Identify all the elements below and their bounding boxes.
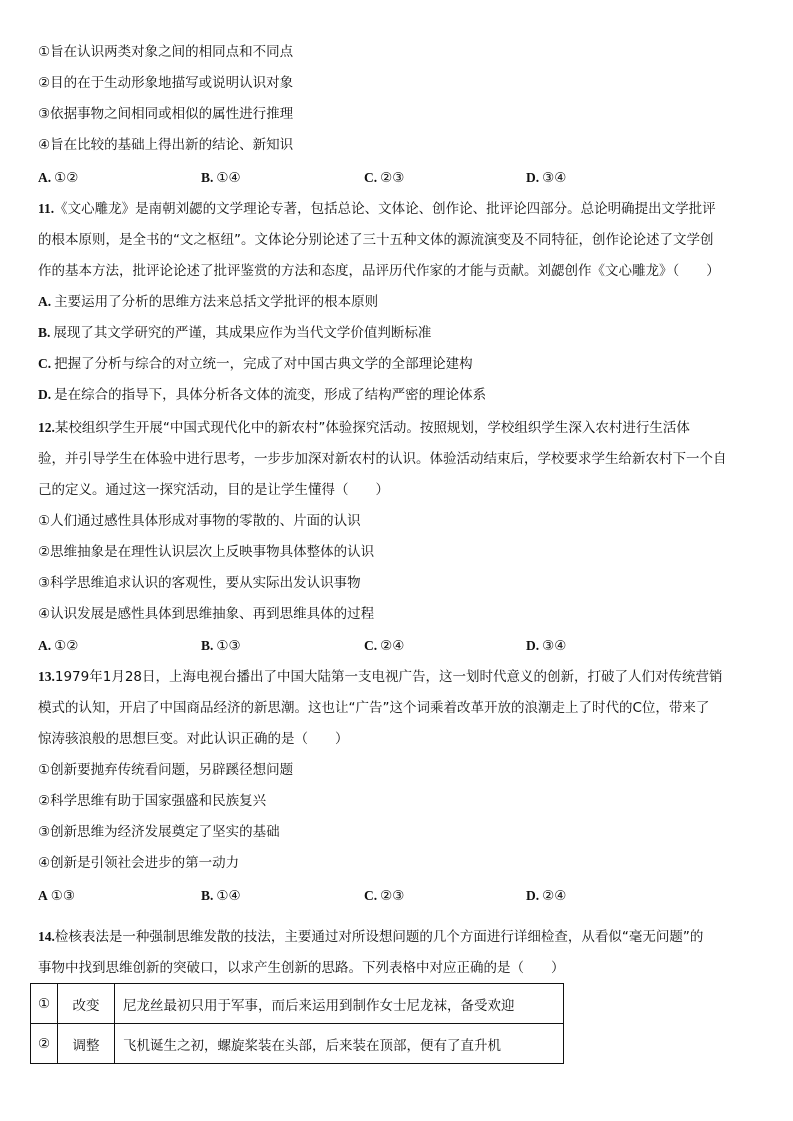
q12-stem-line-1: [38, 419, 690, 437]
option-letter: A.: [38, 638, 52, 653]
table-cell-example: 尼龙丝最初只用于军事，而后来运用到制作女士尼龙袜，备受欢迎: [115, 984, 564, 1024]
q12-statement-3: ③科学思维追求认识的客观性，要从实际出发认识事物: [38, 575, 361, 591]
q13-option-b[interactable]: [201, 887, 241, 905]
q13-option-c[interactable]: [364, 887, 404, 905]
option-text: ①③: [50, 888, 75, 904]
q10-statement-3: ③依据事物之间相同或相似的属性进行推理: [38, 106, 294, 122]
q11-number: 11.: [38, 201, 55, 216]
option-letter: B.: [38, 325, 51, 340]
q12-statement-2: ②思维抽象是在理性认识层次上反映事物具体整体的认识: [38, 544, 375, 560]
option-text: 展现了其文学研究的严谨，其成果应作为当代文学价值判断标准: [53, 325, 432, 341]
q12-stem-line-3: 己的定义。通过这一探究活动，目的是让学生懂得（ ）: [38, 482, 389, 498]
q11-stem-line-3: 作的基本方法，批评论论述了批评鉴赏的方法和态度，品评历代作家的才能与贡献。刘勰创作《文心雕龙》（ ）: [38, 263, 720, 279]
table-row: [31, 984, 564, 1024]
q13-number: 13.: [38, 669, 55, 684]
q12-option-c[interactable]: [364, 637, 404, 655]
option-text: 是在综合的指导下，具体分析各文体的流变，形成了结构严密的理论体系: [54, 387, 487, 403]
option-text: ①②: [54, 638, 79, 654]
q10-statement-1: ①旨在认识两类对象之间的相同点和不同点: [38, 44, 294, 60]
q10-option-a[interactable]: [38, 169, 78, 187]
option-letter: A.: [38, 170, 52, 185]
q12-option-a[interactable]: [38, 637, 78, 655]
option-letter: C.: [364, 638, 378, 653]
table-cell-number: ①: [31, 984, 58, 1024]
option-text: ①④: [216, 888, 241, 904]
q14-number: 14.: [38, 929, 55, 944]
q12-option-b[interactable]: [201, 637, 241, 655]
q13-statement-1: ①创新要抛弃传统看问题，另辟蹊径想问题: [38, 762, 294, 778]
q10-statement-4: ④旨在比较的基础上得出新的结论、新知识: [38, 137, 294, 153]
q12-stem-text: 某校组织学生开展“中国式现代化中的新农村”体验探究活动。按照规划，学校组织学生深入农村进行生活体: [54, 420, 690, 436]
q10-option-c[interactable]: [364, 169, 404, 187]
option-letter: B.: [201, 888, 214, 903]
q12-statement-1: ①人们通过感性具体形成对事物的零散的、片面的认识: [38, 513, 361, 529]
option-letter: D.: [38, 387, 52, 402]
option-letter: C.: [364, 170, 378, 185]
q13-stem-line-3: 惊涛骇浪般的思想巨变。对此认识正确的是（ ）: [38, 731, 349, 747]
option-letter: B.: [201, 638, 214, 653]
option-text: ②③: [380, 888, 405, 904]
q14-stem-text: 检核表法是一种强制思维发散的技法，主要通过对所设想问题的几个方面进行详细检查，从看似“毫无问题”的: [54, 929, 704, 945]
q11-option-a[interactable]: [38, 293, 378, 311]
option-text: ①②: [54, 170, 79, 186]
option-text: ②④: [380, 638, 405, 654]
q14-stem-line-1: [38, 928, 703, 946]
q12-options: [38, 637, 758, 655]
q14-stem-line-2: 事物中找到思维创新的突破口，以求产生创新的思路。下列表格中对应正确的是（ ）: [38, 960, 565, 976]
table-cell-method: 调整: [58, 1024, 115, 1064]
q13-statement-2: ②科学思维有助于国家强盛和民族复兴: [38, 793, 267, 809]
q13-stem-line-1: [38, 668, 723, 686]
q12-stem-line-2: 验，并引导学生在体验中进行思考，一步步加深对新农村的认识。体验活动结束后，学校要求学生给新农村下一个自: [38, 451, 727, 467]
q11-option-d[interactable]: [38, 386, 486, 404]
q14-checklist-table: [30, 983, 564, 1064]
q11-option-b[interactable]: [38, 324, 431, 342]
option-text: ①④: [216, 170, 241, 186]
q12-statement-4: ④认识发展是感性具体到思维抽象、再到思维具体的过程: [38, 606, 375, 622]
option-text: ③④: [542, 170, 567, 186]
option-letter: D.: [526, 888, 540, 903]
q13-stem-text: 1979年1月28日，上海电视台播出了中国大陆第一支电视广告，这一划时代意义的创新，打破了人们对传统营销: [54, 669, 723, 685]
option-text: 把握了分析与综合的对立统一，完成了对中国古典文学的全部理论建构: [54, 356, 473, 372]
q13-option-d[interactable]: [526, 887, 566, 905]
option-letter: C.: [38, 356, 52, 371]
option-text: ③④: [542, 638, 567, 654]
q11-stem-line-2: 的根本原则，是全书的“文之枢纽”。文体论分别论述了三十五种文体的源流演变及不同特征，创作论论述了文学创: [38, 232, 714, 248]
option-letter: B.: [201, 170, 214, 185]
q13-statement-3: ③创新思维为经济发展奠定了坚实的基础: [38, 824, 280, 840]
q13-options: [38, 887, 758, 905]
q11-stem-text: 《文心雕龙》是南朝刘勰的文学理论专著，包括总论、文体论、创作论、批评论四部分。总论明确提出文学批评: [54, 201, 716, 217]
table-row: [31, 1024, 564, 1064]
option-text: 主要运用了分析的思维方法来总括文学批评的根本原则: [54, 294, 379, 310]
table-cell-number: ②: [31, 1024, 58, 1064]
option-letter: A: [38, 888, 48, 903]
q10-options: [38, 169, 758, 187]
q11-option-c[interactable]: [38, 355, 473, 373]
option-letter: D.: [526, 638, 540, 653]
option-letter: D.: [526, 170, 540, 185]
q12-number: 12.: [38, 420, 55, 435]
table-cell-method: 改变: [58, 984, 115, 1024]
option-letter: A.: [38, 294, 52, 309]
q13-stem-line-2: 模式的认知，开启了中国商品经济的新思潮。这也让“广告”这个词乘着改革开放的浪潮走上了时代的C位，带来了: [38, 700, 710, 716]
table-cell-example: 飞机诞生之初，螺旋桨装在头部，后来装在顶部，便有了直升机: [115, 1024, 564, 1064]
option-text: ①③: [216, 638, 241, 654]
q10-option-d[interactable]: [526, 169, 566, 187]
q13-statement-4: ④创新是引领社会进步的第一动力: [38, 855, 240, 871]
q12-option-d[interactable]: [526, 637, 566, 655]
option-text: ②③: [380, 170, 405, 186]
q11-stem-line-1: [38, 200, 716, 218]
q10-statement-2: ②目的在于生动形象地描写或说明认识对象: [38, 75, 294, 91]
option-letter: C.: [364, 888, 378, 903]
q13-option-a[interactable]: [38, 887, 75, 905]
option-text: ②④: [542, 888, 567, 904]
q10-option-b[interactable]: [201, 169, 241, 187]
